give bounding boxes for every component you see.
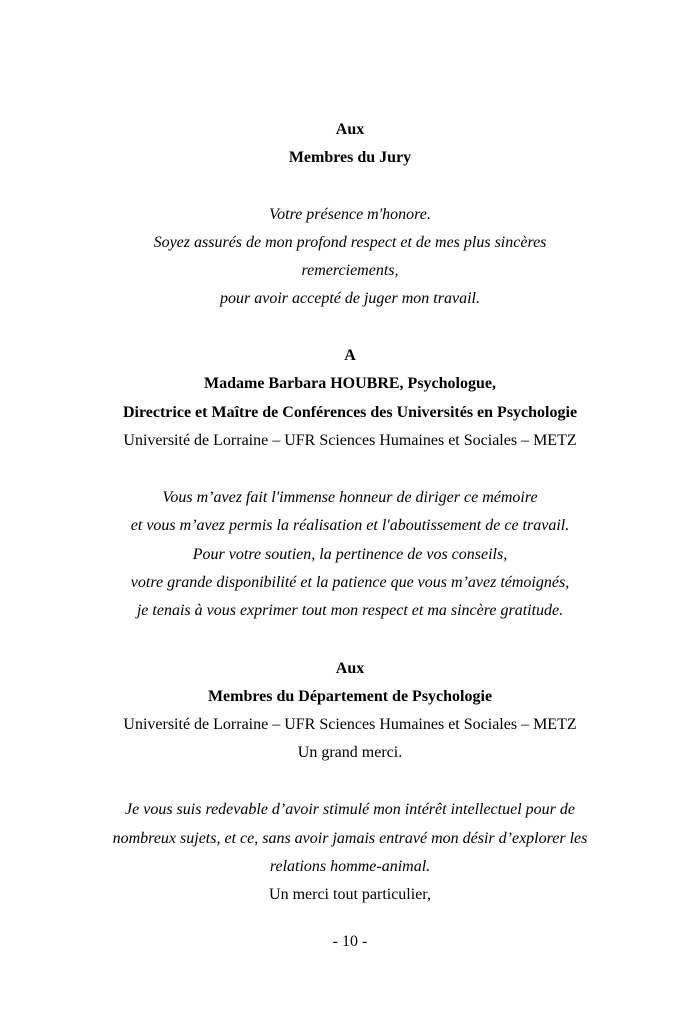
department-line-1: Je vous suis redevable d’avoir stimulé mon intérêt intellectuel pour de — [125, 801, 575, 818]
jury-line-3: remerciements, — [301, 262, 399, 279]
director-affiliation: Université de Lorraine – UFR Sciences Humaines et Sociales – METZ — [123, 432, 577, 449]
department-affiliation: Université de Lorraine – UFR Sciences Humaines et Sociales – METZ — [123, 716, 577, 733]
department-heading-name: Membres du Département de Psychologie — [207, 688, 493, 705]
director-line-1: Vous m’avez fait l'immense honneur de diriger ce mémoire — [162, 489, 538, 506]
director-title: Directrice et Maître de Conférences des Universités en Psychologie — [122, 404, 578, 421]
director-heading-to: A — [344, 347, 356, 364]
department-line-3: relations homme-animal. — [269, 858, 431, 875]
jury-line-2: Soyez assurés de mon profond respect et de mes plus sincères — [153, 234, 547, 251]
director-name: Madame Barbara HOUBRE, Psychologue, — [204, 375, 496, 392]
director-line-3: Pour votre soutien, la pertinence de vos conseils, — [192, 546, 508, 563]
department-thanks: Un grand merci. — [297, 744, 403, 761]
director-line-4: votre grande disponibilité et la patience que vous m’avez témoignés, — [130, 574, 570, 591]
jury-heading-name: Membres du Jury — [288, 149, 412, 166]
director-line-5: je tenais à vous exprimer tout mon respect et ma sincère gratitude. — [136, 602, 564, 619]
jury-heading-to: Aux — [335, 121, 365, 138]
department-closing: Un merci tout particulier, — [269, 886, 431, 903]
director-line-2: et vous m’avez permis la réalisation et l'aboutissement de ce travail. — [130, 517, 570, 534]
department-line-2: nombreux sujets, et ce, sans avoir jamais entravé mon désir d’explorer les — [112, 830, 588, 847]
jury-line-1: Votre présence m'honore. — [269, 206, 431, 223]
page-number: - 10 - — [332, 933, 368, 950]
jury-line-4: pour avoir accepté de juger mon travail. — [220, 290, 480, 307]
department-heading-to: Aux — [335, 660, 365, 677]
